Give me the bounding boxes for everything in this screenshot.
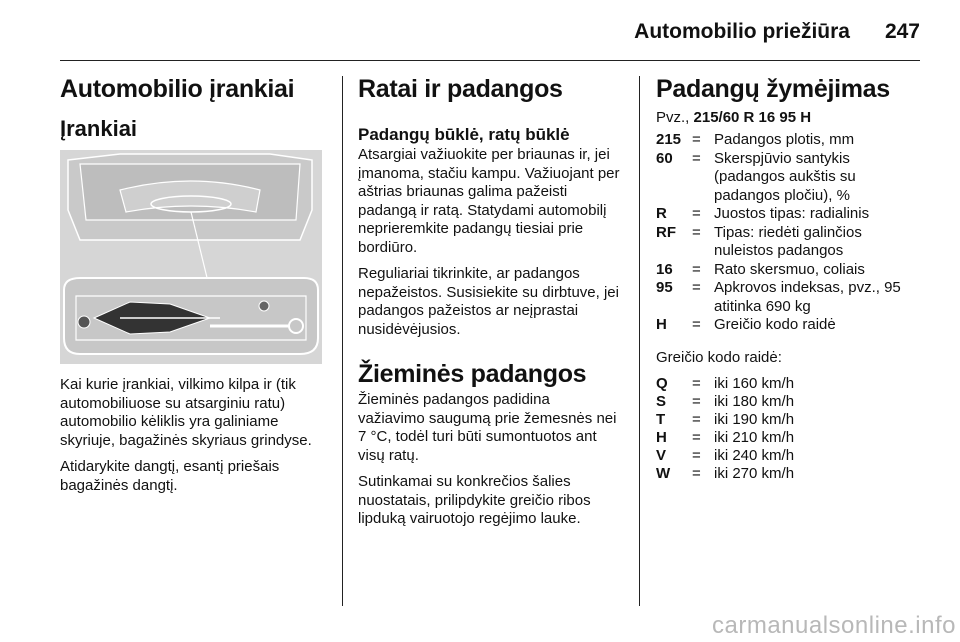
- speed-row: Q = iki 160 km/h: [656, 375, 795, 392]
- section-heading: Padangų žymėjimas: [656, 75, 890, 103]
- tools-paragraph-2: Atidarykite dangtį, esantį priešais bagažinės dangtį.: [60, 458, 280, 494]
- column-left: [60, 72, 328, 495]
- section-heading-winter: Žieminės padangos: [358, 360, 587, 388]
- spec-row: 215 = Padangos plotis, mm: [656, 131, 855, 148]
- tools-paragraph: Kai kurie įrankiai, vilkimo kilpa ir (tik automobiliuose su atsarginiu ratu) automobilio kėliklis yra galiniame skyriuje, bagažinės skyriaus grindyse.: [60, 376, 312, 449]
- tire-inspection-paragraph: Reguliariai tikrinkite, ar padangos nepažeistos. Susisiekite su dirbtuve, jei padangos pažeistos ar neįprastai nusidėvėjusios.: [358, 265, 619, 338]
- speed-row: S = iki 180 km/h: [656, 393, 795, 410]
- example-code: 215/60 R 16 95 H: [693, 109, 812, 126]
- spec-row: 95 = Apkrovos indeksas, pvz., 95 atitinka 690 kg: [656, 279, 901, 315]
- section-heading: Ratai ir padangos: [358, 75, 563, 103]
- speed-code-title: Greičio kodo raidė:: [656, 348, 782, 366]
- spec-row: H = Greičio kodo raidė: [656, 316, 836, 333]
- tools-illustration: [60, 150, 322, 364]
- spec-row: 16 = Rato skersmuo, coliais: [656, 260, 865, 278]
- column-middle: [358, 72, 620, 529]
- speed-sticker-paragraph: Sutinkamai su konkrečios šalies nuostatais, prilipdykite greičio ribos lipduką vairuotojo regėjimo lauke.: [358, 473, 591, 527]
- tire-condition-paragraph: Atsargiai važiuokite per briaunas ir, jei įmanoma, stačiu kampu. Važiuojant per aštrias briaunas galima pažeisti padangą ir ratą. Statydami automobilį neprieremkite padangų tiesiai prie bordiūro.: [358, 146, 620, 256]
- speed-row: W = iki 270 km/h: [656, 465, 795, 482]
- column-divider: [342, 76, 343, 606]
- section-heading: Automobilio įrankiai: [60, 75, 295, 103]
- spec-row: R = Juostos tipas: radialinis: [656, 205, 870, 222]
- speed-row: H = iki 210 km/h: [656, 429, 795, 446]
- watermark: carmanualsonline.info: [712, 612, 956, 639]
- winter-tires-paragraph: Žieminės padangos padidina važiavimo saugumą prie žemesnės nei 7 °C, todėl turi būti sumontuotos ant visų ratų.: [358, 391, 617, 464]
- header-rule: [60, 60, 920, 61]
- page-number: 247: [884, 20, 920, 43]
- spec-row: 60 = Skerspjūvio santykis (padangos aukštis su padangos pločiu), %: [656, 149, 856, 204]
- speed-row: V = iki 240 km/h: [656, 447, 795, 464]
- header-title: Automobilio priežiūra: [634, 20, 850, 43]
- spec-row: RF = Tipas: riedėti galinčios nuleistos padangos: [656, 223, 862, 259]
- speed-row: T = iki 190 km/h: [656, 411, 795, 428]
- tire-code-list: [656, 131, 924, 335]
- page-header: [60, 18, 920, 52]
- speed-code-list: [656, 375, 924, 483]
- section-subheading: Įrankiai: [60, 116, 138, 141]
- column-divider: [639, 76, 640, 606]
- example-prefix: Pvz.,: [656, 109, 694, 126]
- trunk-tools-illustration: [60, 150, 322, 364]
- subsection-heading: Padangų būklė, ratų būklė: [358, 125, 570, 144]
- column-right: [656, 72, 924, 483]
- tire-code-example: [656, 108, 924, 127]
